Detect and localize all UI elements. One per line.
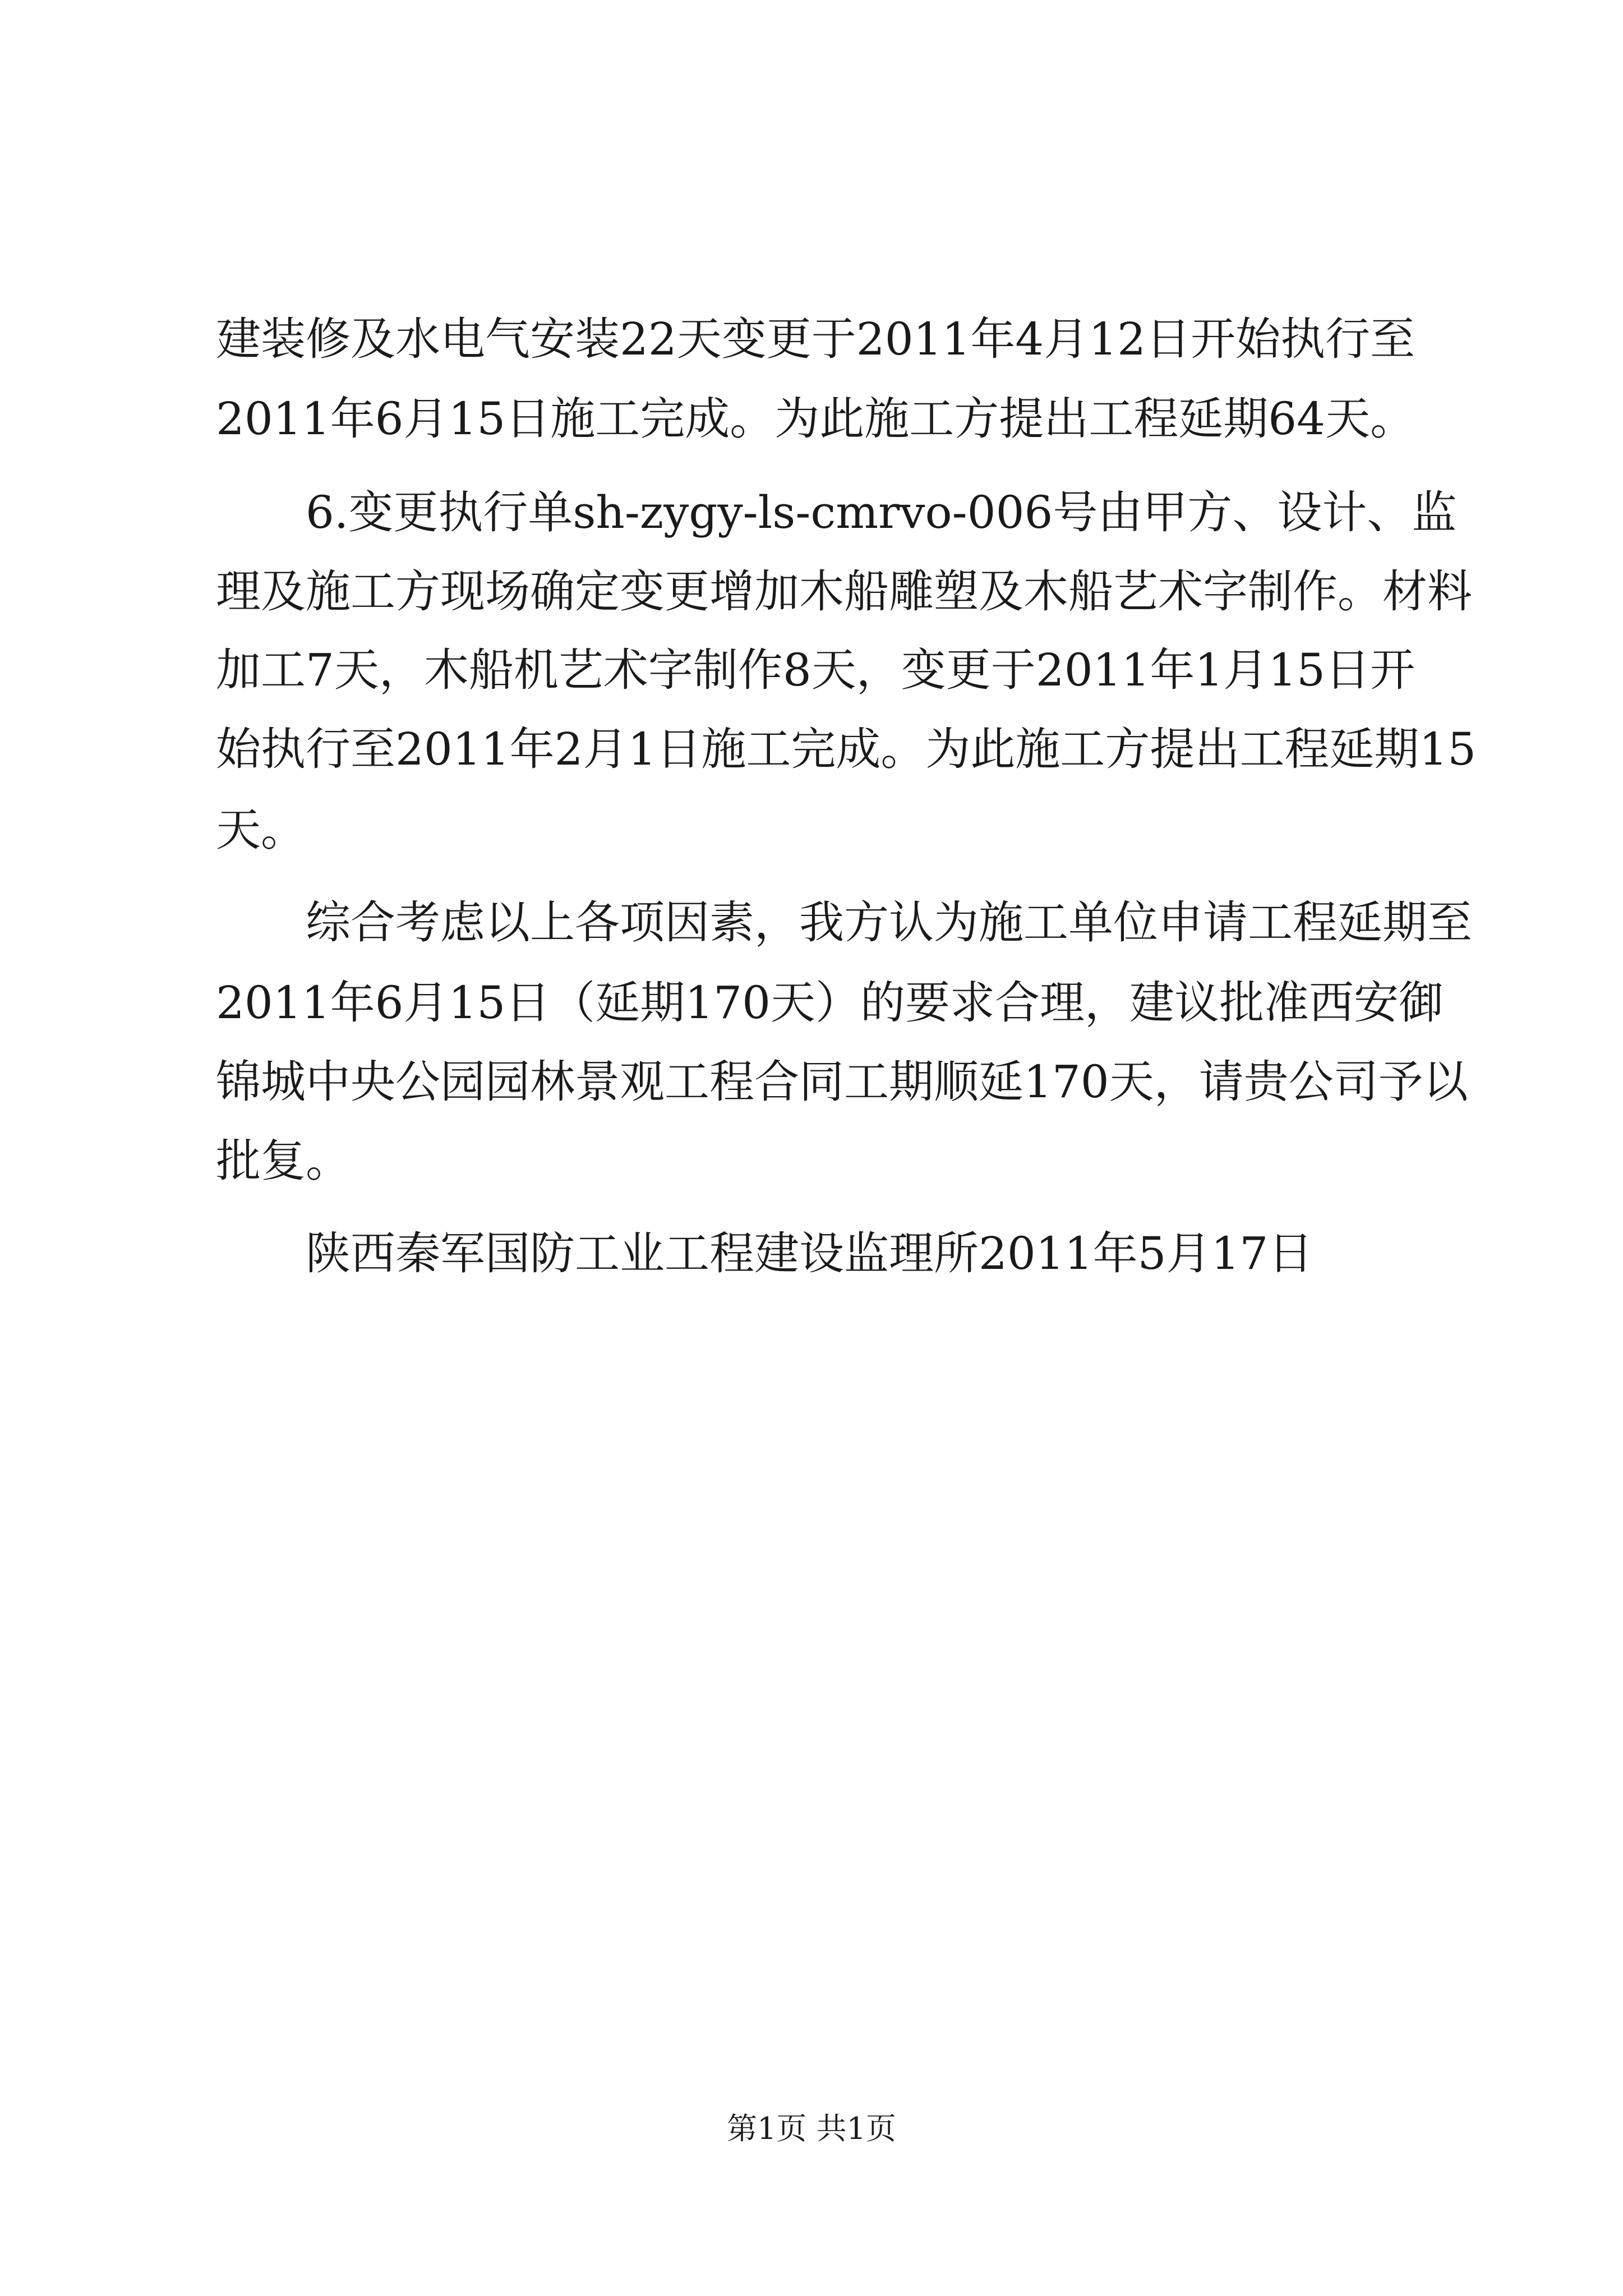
text-line: 加工7天，木船机艺术字制作8天，变更于2011年1月15日开 bbox=[216, 644, 1415, 696]
text-line: 6.变更执行单sh-zygy-ls-cmrvo-006号由甲方、设计、监 bbox=[306, 486, 1457, 539]
text-line: 2011年6月15日施工完成。为此施工方提出工程延期64天。 bbox=[216, 393, 1415, 445]
text-line: 锦城中央公园园林景观工程合同工期顺延170天，请贵公司予以 bbox=[216, 1056, 1468, 1108]
text-line: 始执行至2011年2月1日施工完成。为此施工方提出工程延期15 bbox=[216, 723, 1477, 775]
text-line: 建装修及水电气安装22天变更于2011年4月12日开始执行至 bbox=[216, 313, 1415, 365]
text-line: 批复。 bbox=[216, 1135, 351, 1187]
page-number: 第1页 共1页 bbox=[727, 2111, 896, 2146]
text-line: 理及施工方现场确定变更增加木船雕塑及木船艺术字制作。材料 bbox=[216, 565, 1472, 618]
signature-line: 陕西秦军国防工业工程建设监理所2011年5月17日 bbox=[306, 1227, 1313, 1280]
text-line: 综合考虑以上各项因素，我方认为施工单位申请工程延期至 bbox=[306, 896, 1472, 949]
text-line: 天。 bbox=[216, 804, 306, 856]
text-line: 2011年6月15日（延期170天）的要求合理，建议批准西安御 bbox=[216, 977, 1444, 1029]
